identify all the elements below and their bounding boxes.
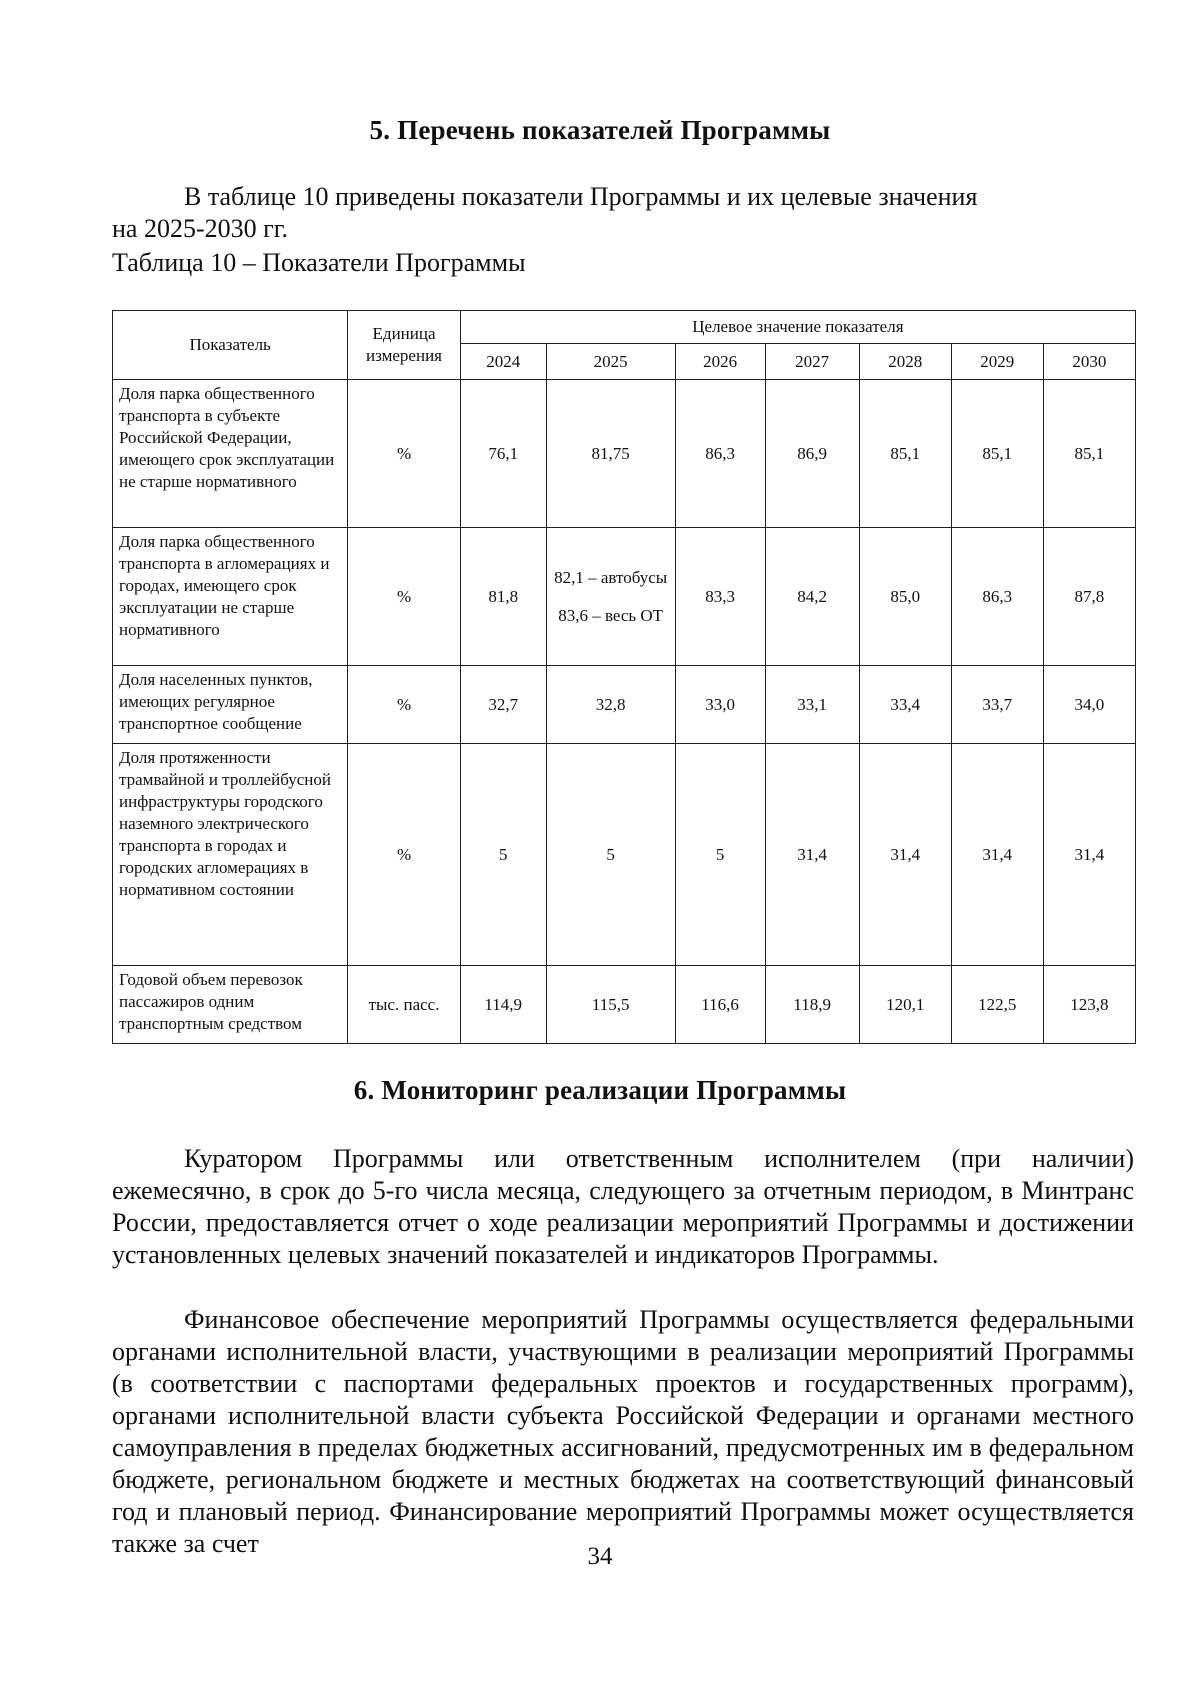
indicator-value: 116,6 (675, 966, 765, 1044)
indicator-value: 33,4 (859, 666, 951, 744)
indicator-value: 86,9 (765, 380, 859, 528)
indicator-value: 123,8 (1043, 966, 1135, 1044)
table-row (113, 966, 1136, 1044)
indicator-value: 33,1 (765, 666, 859, 744)
indicator-name: Доля населенных пунктов, имеющих регулярное транспортное сообщение (113, 666, 348, 744)
header-year: 2029 (951, 344, 1043, 380)
header-unit-line-2: измерения (366, 346, 442, 365)
header-unit (348, 311, 461, 380)
intro-line-2: на 2025-2030 гг. (112, 214, 289, 243)
header-year: 2030 (1043, 344, 1135, 380)
indicator-value: 115,5 (546, 966, 675, 1044)
indicator-value: 87,8 (1043, 528, 1135, 666)
indicator-value: 5 (460, 744, 546, 966)
indicator-value: 81,8 (460, 528, 546, 666)
indicator-value: 85,0 (859, 528, 951, 666)
header-year: 2026 (675, 344, 765, 380)
table-row (113, 666, 1136, 744)
indicator-value: 85,1 (1043, 380, 1135, 528)
indicator-value: 76,1 (460, 380, 546, 528)
table-row (113, 744, 1136, 966)
indicator-value: 83,3 (675, 528, 765, 666)
indicator-value: 86,3 (951, 528, 1043, 666)
indicator-value: 5 (546, 744, 675, 966)
indicator-value: 122,5 (951, 966, 1043, 1044)
indicator-value: 31,4 (859, 744, 951, 966)
indicator-value: 33,0 (675, 666, 765, 744)
indicators-table (112, 310, 1136, 1044)
indicator-value: 5 (675, 744, 765, 966)
indicator-value: 114,9 (460, 966, 546, 1044)
indicator-value: 31,4 (951, 744, 1043, 966)
header-year: 2027 (765, 344, 859, 380)
indicator-value: 85,1 (951, 380, 1043, 528)
indicator-value: 84,2 (765, 528, 859, 666)
intro-line-1: В таблице 10 приведены показатели Программы и их целевые значения (184, 182, 978, 211)
indicator-value: 31,4 (765, 744, 859, 966)
table-row (113, 528, 1136, 666)
indicator-value: 86,3 (675, 380, 765, 528)
indicator-value: 32,7 (460, 666, 546, 744)
header-indicator: Показатель (113, 311, 348, 380)
header-year: 2024 (460, 344, 546, 380)
indicator-unit: % (348, 528, 461, 666)
header-year: 2025 (546, 344, 675, 380)
intro-paragraph (112, 181, 1134, 245)
indicator-value-2025-split (546, 528, 675, 666)
monitoring-paragraph-1: Куратором Программы или ответственным исполнителем (при наличии) ежемесячно, в срок до 5-го числа месяца, следующего за отчетным периодом, в Минтранс России, предоставляется отчет о ходе реализации мероприятий Программы и достижении установленных целевых значений показателей и индикаторов Программы. (112, 1144, 1134, 1269)
indicator-value: 120,1 (859, 966, 951, 1044)
value-buses: 82,1 – автобусы (554, 567, 668, 587)
indicator-value: 118,9 (765, 966, 859, 1044)
table-header-row (113, 311, 1136, 344)
section-5-heading: 5. Перечень показателей Программы (369, 115, 831, 145)
indicator-value: 85,1 (859, 380, 951, 528)
header-target-value: Целевое значение показателя (460, 311, 1135, 344)
table-row (113, 380, 1136, 528)
indicator-name: Доля протяженности трамвайной и троллейбусной инфраструктуры городского наземного электрического транспорта в городах и городских агломерациях в нормативном состоянии (113, 744, 348, 966)
indicator-value: 34,0 (1043, 666, 1135, 744)
indicator-value: 31,4 (1043, 744, 1135, 966)
indicator-value: 32,8 (546, 666, 675, 744)
header-year: 2028 (859, 344, 951, 380)
indicator-unit: % (348, 744, 461, 966)
monitoring-paragraph-2: Финансовое обеспечение мероприятий Программы осуществляется федеральными органами исполнительной власти, участвующими в реализации мероприятий Программы (в соответствии с паспортами федеральных проектов и государственных программ), органами исполнительной власти субъекта Российской Федерации и органами местного самоуправления в пределах бюджетных ассигнований, предусмотренных им в федеральном бюджете, региональном бюджете и местных бюджетах на соответствующий финансовый год и плановый период. Финансирование мероприятий Программы может осуществляется также за счет (112, 1305, 1134, 1558)
indicator-unit: % (348, 666, 461, 744)
table-caption: Таблица 10 – Показатели Программы (112, 248, 526, 277)
indicator-value: 81,75 (546, 380, 675, 528)
indicator-unit: тыс. пасс. (348, 966, 461, 1044)
value-all-public-transport: 83,6 – весь ОТ (558, 605, 664, 625)
indicator-unit: % (348, 380, 461, 528)
header-unit-line-1: Единица (372, 324, 436, 343)
indicator-value: 33,7 (951, 666, 1043, 744)
indicator-name: Годовой объем перевозок пассажиров одним транспортным средством (113, 966, 348, 1044)
indicator-name: Доля парка общественного транспорта в агломерациях и городах, имеющего срок эксплуатации не старше нормативного (113, 528, 348, 666)
section-6-heading: 6. Мониторинг реализации Программы (353, 1075, 847, 1105)
indicator-name: Доля парка общественного транспорта в субъекте Российской Федерации, имеющего срок эксплуатации не старше нормативного (113, 380, 348, 528)
page-number: 34 (587, 1543, 613, 1570)
